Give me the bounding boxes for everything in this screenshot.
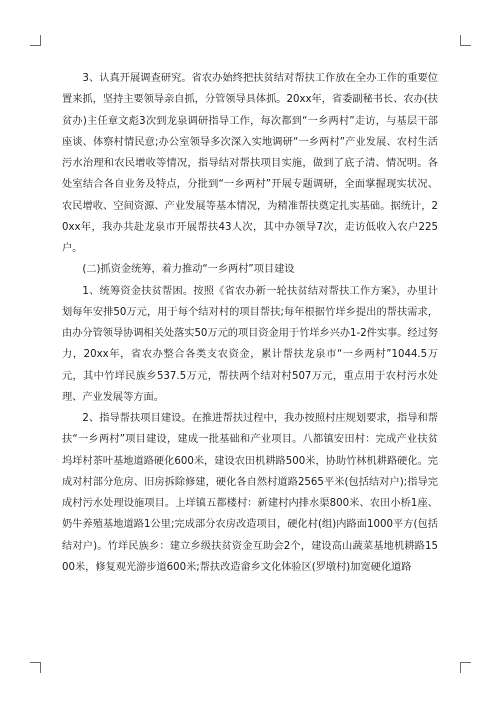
crop-mark-top-left — [30, 35, 41, 46]
crop-mark-bottom-left — [30, 662, 41, 673]
paragraph-funding: 1、统筹资金扶贫帮困。按照《省农办新一轮扶贫结对帮扶工作方案》，办里计划每年安排50万元，用于每个结对村的项目帮扶;每年根据竹垟乡提出的帮扶需求，由办分管领导协调相关处落实50万元的项目资金用于竹垟乡兴办1-2件实事。经过努力，20xx年，省农办整合各类支农资金，累计帮扶龙泉市“一乡两村”1044.5万元，其中竹垟民族乡537.5万元，帮扶两个结对村507万元，重点用于农村污水处理、产业发展等方面。 — [62, 285, 438, 403]
paragraph-projects: 2、指导帮扶项目建设。在推进帮扶过程中，我办按照村庄规划要求，指导和帮扶“一乡两村”项目建设，建成一批基础和产业项目。八都镇安田村：完成产业扶贫坞垟村茶叶基地道路硬化600米，建设农田机耕路500米，协助竹林机耕路硬化。完成对村部分危房、旧房拆除修建，硬化各自然村道路2565平米(包括结对户);指导完成村污水处理设施项目。上垟镇五都楼村：新建村内排水渠800米、农田小桥1座、奶牛养殖基地道路1公里;完成部分农房改造项目，硬化村(组)内路面1000平方(包括结对户)。竹垟民族乡：建立乡级扶贫资金互助会2个，建设高山蔬菜基地机耕路1500米，修复观光游步道600米;帮扶改造畲乡文化体验区(罗墩村)加宽硬化道路 — [62, 413, 438, 573]
section-heading-funds: (二)抓资金统筹，着力推动“一乡两村”项目建设 — [82, 264, 295, 276]
crop-mark-top-right — [460, 35, 471, 46]
crop-mark-bottom-right — [460, 662, 471, 673]
document-body — [62, 68, 438, 578]
paragraph-research: 3、认真开展调查研究。省农办始终把扶贫结对帮扶工作放在全办工作的重要位置来抓，坚持主要领导亲自抓，分管领导具体抓。20xx年，省委副秘书长、农办(扶贫办)主任章文彪3次到龙泉调研指导工作，每次都到“一乡两村”走访，与基层干部座谈、体察村情民意;办公室领导多次深入实地调研“一乡两村”产业发展、农村生活污水治理和农民增收等情况，指导结对帮扶项目实施，做到了底子清、情况明。各处室结合各自业务及特点，分批到“一乡两村”开展专题调研，全面掌握现实状况、农民增收、空间资源、产业发展等基本情况，为精准帮扶奠定扎实基础。据统计，20xx年，我办共赴龙泉市开展帮扶43人次，其中办领导7次，走访低收入农户225户。 — [62, 73, 438, 254]
